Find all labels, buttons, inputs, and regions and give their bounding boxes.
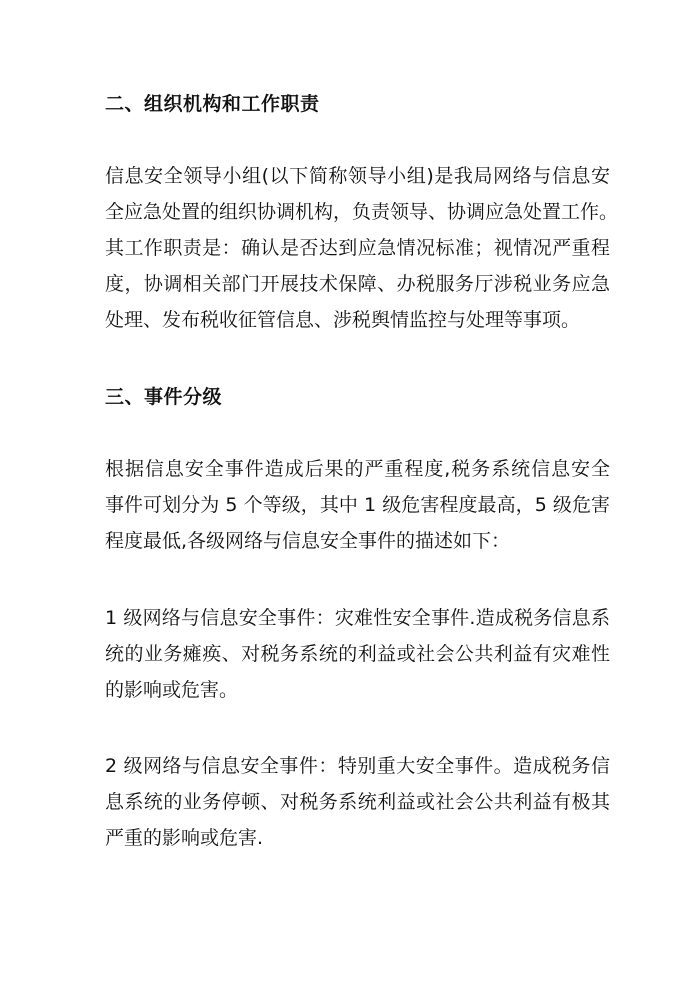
- paragraph-line: 其工作职责是：确认是否达到应急情况标准；视情况严重程: [105, 237, 610, 259]
- paragraph-line: 全应急处置的组织协调机构，负责领导、协调应急处置工作。: [105, 201, 619, 223]
- paragraph-line: 2 级网络与信息安全事件：特别重大安全事件。造成税务信: [105, 755, 610, 777]
- paragraph-line: 度，协调相关部门开展技术保障、办税服务厅涉税业务应急: [105, 273, 610, 295]
- paragraph-line: 事件可划分为 5 个等级，其中 1 级危害程度最高，5 级危害: [105, 494, 610, 516]
- paragraph-line: 统的业务瘫痪、对税务系统的利益或社会公共利益有灾难性: [105, 643, 610, 665]
- paragraph-line: 1 级网络与信息安全事件：灾难性安全事件.造成税务信息系: [105, 607, 610, 629]
- paragraph-line: 的影响或危害。: [105, 679, 239, 701]
- paragraph-line: 根据信息安全事件造成后果的严重程度,税务系统信息安全: [105, 458, 610, 480]
- section-heading-organization: 二、组织机构和工作职责: [105, 93, 320, 115]
- paragraph-level-2-event: [105, 748, 610, 856]
- paragraph-level-1-event: [105, 600, 610, 708]
- paragraph-line: 信息安全领导小组(以下简称领导小组)是我局网络与信息安: [105, 165, 610, 187]
- paragraph-classification-intro: [105, 451, 610, 559]
- paragraph-organization-duties: [105, 158, 619, 338]
- paragraph-line: 息系统的业务停顿、对税务系统利益或社会公共利益有极其: [105, 791, 610, 813]
- paragraph-line: 程度最低,各级网络与信息安全事件的描述如下：: [105, 530, 511, 552]
- section-heading-event-classification: 三、事件分级: [105, 386, 223, 408]
- paragraph-line: 处理、发布税收征管信息、涉税舆情监控与处理等事项。: [105, 309, 581, 331]
- paragraph-line: 严重的影响或危害.: [105, 827, 264, 849]
